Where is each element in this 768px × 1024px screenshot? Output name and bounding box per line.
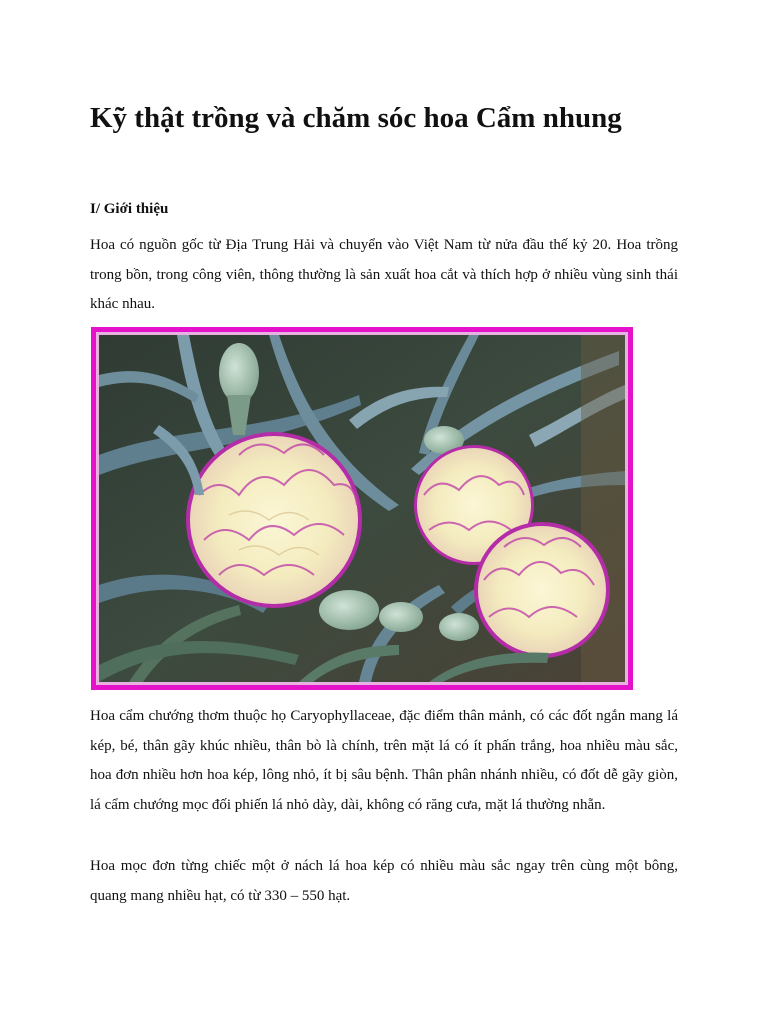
carnation-illustration: [99, 335, 625, 682]
section-heading: I/ Giới thiệu: [90, 201, 169, 217]
flower-paragraph: Hoa mọc đơn từng chiếc một ở nách lá hoa kép có nhiều màu sắc ngay trên cùng một bông, quang mang nhiều hạt, có từ 330 – 550 hạt.: [90, 858, 678, 904]
description-paragraph: Hoa cẩm chướng thơm thuộc họ Caryophyllaceae, đặc điểm thân mảnh, có các đốt ngắn mang lá kép, bé, thân gãy khúc nhiều, thân bò là chính, trên mặt lá có ít phấn trắng, hoa nhiều màu sắc, hoa đơn nhiều hơn hoa kép, lông nhỏ, ít bị sâu bệnh. Thân phân nhánh nhiều, có đốt dễ gãy giòn, lá cẩm chướng mọc đối phiến lá nhỏ dày, dài, không có răng cưa, mặt lá thường nhẵn.: [90, 708, 678, 813]
carnation-photo: [91, 327, 633, 690]
carnation-left: [186, 432, 362, 608]
carnation-lower-right: [474, 522, 610, 658]
document-title: Kỹ thật trồng và chăm sóc hoa Cẩm nhung: [90, 102, 622, 134]
intro-paragraph: Hoa có nguồn gốc từ Địa Trung Hải và chuyển vào Việt Nam từ nửa đầu thế kỷ 20. Hoa trồng trong bồn, trong công viên, thông thường là sản xuất hoa cắt và thích hợp ở nhiều vùng sinh thái khác nhau.: [90, 237, 678, 312]
